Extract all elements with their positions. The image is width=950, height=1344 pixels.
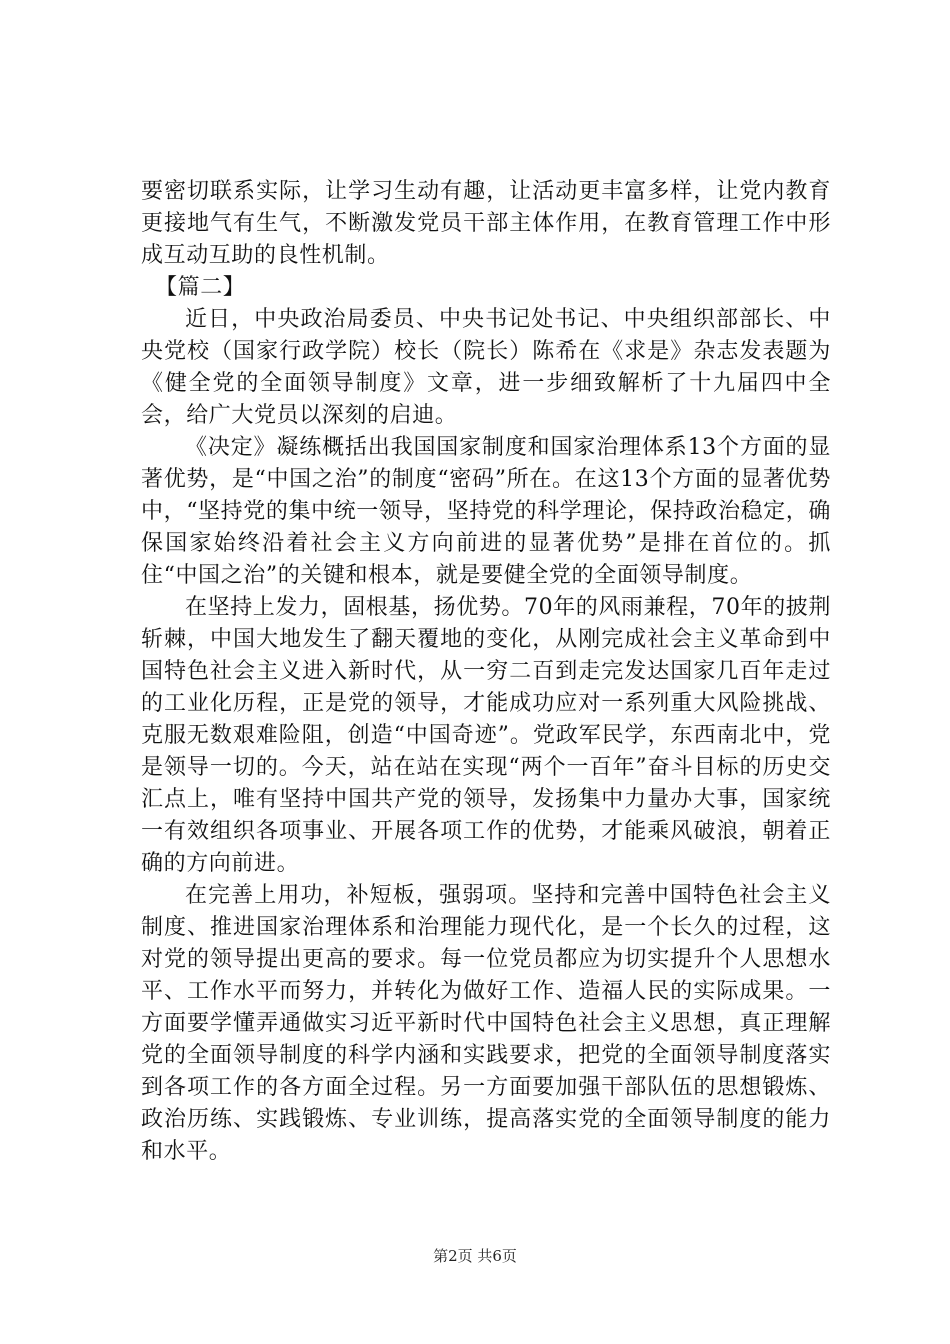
paragraph: 近日，中央政治局委员、中央书记处书记、中央组织部部长、中央党校（国家行政学院）校长（院长）陈希在《求是》杂志发表题为《健全党的全面领导制度》文章，进一步细致解析了十九届四中全会，给广大党员以深刻的启迪。 <box>141 307 831 428</box>
paragraph: 在坚持上发力，固根基，扬优势。70年的风雨兼程，70年的披荆斩棘，中国大地发生了翻天覆地的变化，从刚完成社会主义革命到中国特色社会主义进入新时代，从一穷二百到走完发达国家几百年走过的工业化历程，正是党的领导，才能成功应对一系列重大风险挑战、克服无数艰难险阻，创造“中国奇迹”。党政军民学，东西南北中，党是领导一切的。今天，站在站在实现“两个一百年”奋斗目标的历史交汇点上，唯有坚持中国共产党的领导，发扬集中力量办大事，国家统一有效组织各项事业、开展各项工作的优势，才能乘风破浪，朝着正确的方向前进。 <box>141 595 831 876</box>
document-body <box>141 176 831 1168</box>
paragraph: 在完善上用功，补短板，强弱项。坚持和完善中国特色社会主义制度、推进国家治理体系和治理能力现代化，是一个长久的过程，这对党的领导提出更高的要求。每一位党员都应为切实提升个人思想水平、工作水平而努力，并转化为做好工作、造福人民的实际成果。一方面要学懂弄通做实习近平新时代中国特色社会主义思想，真正理解党的全面领导制度的科学内涵和实践要求，把党的全面领导制度落实到各项工作的各方面全过程。另一方面要加强干部队伍的思想锻炼、政治历练、实践锻炼、专业训练，提高落实党的全面领导制度的能力和水平。 <box>141 883 831 1164</box>
paragraph: 《决定》凝练概括出我国国家制度和国家治理体系13个方面的显著优势，是“中国之治”的制度“密码”所在。在这13个方面的显著优势中，“坚持党的集中统一领导，坚持党的科学理论，保持政治稳定，确保国家始终沿着社会主义方向前进的显著优势”是排在首位的。抓住“中国之治”的关键和根本，就是要健全党的全面领导制度。 <box>141 435 831 588</box>
section-heading: 【篇二】 <box>155 275 246 300</box>
page-number-footer: 第2页 共6页 <box>433 1247 517 1265</box>
paragraph-continuation: 要密切联系实际，让学习生动有趣，让活动更丰富多样，让党内教育更接地气有生气，不断激发党员干部主体作用，在教育管理工作中形成互动互助的良性机制。 <box>141 179 831 268</box>
